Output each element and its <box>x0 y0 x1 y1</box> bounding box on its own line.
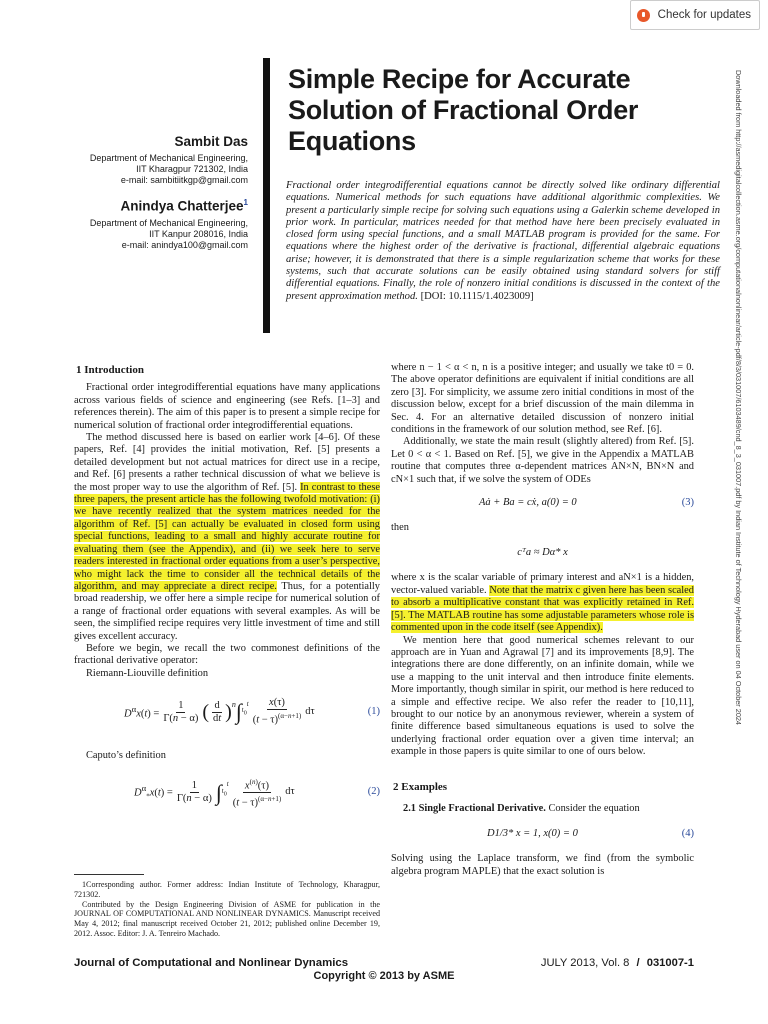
abstract <box>286 180 720 303</box>
doi: [DOI: 10.1115/1.4023009] <box>420 290 534 302</box>
author-dept: Department of Mechanical Engineering, <box>89 217 248 228</box>
paragraph: Additionally, we state the main result (slightly altered) from Ref. [5]. Let 0 < α < 1. Based on Ref. [5], we give in the Appendix a MATLAB routine that computes three α-dependent matrices AN×N, BN×N and cN×1 such that, if we solve the system of ODEs <box>391 436 694 485</box>
subsection: 2.1 Single Fractional Derivative. Consider the equation <box>403 802 640 814</box>
paragraph: where n − 1 < α < n, n is a positive integer; and usually we take t0 = 0. The above operator definitions are equivalent if initial conditions are all zero [3]. For simplicity, we assume zero initial conditions in most of the discussion below, except for a brief discussion of the main dilemma in Sec. 4. For an alternative detailed discussion of nonzero initial conditions in the framework of our solution method, see Ref. [6]. <box>391 362 694 436</box>
right-column <box>391 362 694 878</box>
check-for-updates-button[interactable] <box>630 0 760 30</box>
author-name: Anindya Chatterjee$^1$ <box>120 198 248 214</box>
equation-2: $D^\alpha_*x(t)$ = $\frac{1}{\Gamma(n - \alpha)}$ ∫ $t_0$ $^t$ $\frac{x^{(n)}(\tau)}{(t - \tau)^{(\alpha-n+1)}}$ dτ (2) <box>134 777 380 809</box>
paragraph: Fractional order integrodifferential equations have many applications across various fields of science and engineering (see Refs. [1–3] and references therein). The aim of this paper is to present a simple recipe for numerical solution of fractional order integrodifferential equations. <box>74 382 380 431</box>
author-dept: Department of Mechanical Engineering, <box>89 153 248 163</box>
paper-title: Simple Recipe for Accurate Solution of Fractional Order Equations <box>288 64 639 156</box>
copyright: Copyright © 2013 by ASME <box>313 970 455 982</box>
footnotes <box>74 880 380 939</box>
equation-number: (1) <box>367 705 380 717</box>
journal-name: Journal of Computational and Nonlinear Dynamics <box>74 957 349 969</box>
highlighted-text: In contrast to these three papers, the present article has the following twofold motivation: (i) we have recently realized that the system matrices needed for the algorithm of Ref. [5] can actually be evaluated in closed form using special functions, leading to a small and highly accurate routine for evaluating them (see the Appendix), and (ii) we seek here to serve readers interested in fractional order equations from a user’s perspective, who might lack the time to consider all the technical details of the algorithm, and may appreciate a direct recipe. <box>74 481 380 592</box>
author-email: e-mail: sambitiitkgp@gmail.com <box>120 175 248 185</box>
paragraph: Before we begin, we recall the two commonest definitions of the fractional derivative operator: <box>74 642 380 667</box>
equation-unnumbered: cᵀa ≈ Dα* x <box>517 547 568 559</box>
update-icon <box>637 9 650 22</box>
definition-label: Riemann-Liouville definition <box>86 667 209 679</box>
definition-label: Caputo’s definition <box>86 750 166 762</box>
author-email: e-mail: anindya100@gmail.com <box>121 239 248 250</box>
author-inst: IIT Kharagpur 721302, India <box>136 164 248 174</box>
footnote: Contributed by the Design Engineering Division of ASME for publication in the JOURNAL OF COMPUTATIONAL AND NONLINEAR DYNAMICS. Manuscript received May 4, 2012; final manuscript received October 21, 2012; published online December 19, 2012. Assoc. Editor: J. A. Tenreiro Machado. <box>74 899 380 938</box>
equation-number: (3) <box>681 496 694 508</box>
equation-4: D1/3* x = 1, x(0) = 0 (4) <box>487 828 694 840</box>
equation-number: (4) <box>681 828 694 840</box>
author-block-2 <box>28 198 248 251</box>
footnote: 1Corresponding author. Former address: Indian Institute of Technology, Kharagpur, 721302. <box>74 880 380 899</box>
equation-number: (2) <box>367 786 380 798</box>
author-name: Sambit Das <box>174 134 248 149</box>
paragraph: The method discussed here is based on earlier work [4–6]. Of these papers, Ref. [4] provides the initial motivation, Ref. [5] presents a detailed development but not actual matrices for direct use in a recipe, and Ref. [6] presents a rather technical discussion of what we believe is the most proper way to use the algorithm of Ref. [5]. In contrast to these three papers, the present article has the following twofold motivation: (i) we have recently realized that the system matrices needed for the algorithm of Ref. [5] can actually be evaluated in closed form using special functions, leading to a small and highly accurate routine for evaluating them (see the Appendix), and (ii) we seek here to serve readers interested in fractional order equations from a user’s perspective, who might lack the time to consider all the technical details of the algorithm, and may appreciate a direct recipe. Thus, for a potentially broad readership, we offer here a simple recipe for numerical solution of a range of fractional order equations with several examples. As will be seen, the simplified recipe requires very little investment of time and still gives excellent accuracy. <box>74 432 380 642</box>
paragraph: where x is the scalar variable of primary interest and aN×1 is a hidden, vector-valued variable. Note that the matrix c given here has been scaled to absorb a multiplicative constant that was explicitly retained in Ref. [5]. The MATLAB routine has some adjustable parameters whose role is commented upon in the code itself (see Appendix). <box>391 572 694 634</box>
section-heading: 2 Examples <box>393 780 448 793</box>
left-column <box>74 364 380 813</box>
author-block-1 <box>28 134 248 186</box>
section-heading: 1 Introduction <box>76 364 144 376</box>
highlighted-text: Note that the matrix c given here has been scaled to absorb a multiplicative constant that was explicitly retained in Ref. [5]. The MATLAB routine has some adjustable parameters whose role is commented upon in the code itself (see Appendix). <box>391 584 694 634</box>
check-for-updates-label: Check for updates <box>657 9 751 21</box>
issue-info: JULY 2013, Vol. 8 / 031007-1 <box>540 957 694 969</box>
paragraph: We mention here that good numerical schemes relevant to our approach are in Yuan and Agrawal [7] and its improvements [8,9]. The integrations there are done differently, on an infinite domain, while we use a mapping to the unit interval and then introduce finite elements. More importantly, though similar in spirit, our method is here reduced to a simple and effective recipe. We also refer the reader to [10,11], brought to our notice by an anonymous reviewer, wherein a system of finite difference based simultaneous equations is used to solve the underlying fractional order equation over a given time interval; an example in those papers is quite similar to one of ours below. <box>391 634 694 758</box>
paragraph: Solving using the Laplace transform, we find (from the symbolic algebra program MAPLE) that the exact solution is <box>391 853 694 877</box>
equation-3: Aȧ + Ba = cẋ, a(0) = 0 (3) <box>479 496 694 508</box>
title-divider-bar <box>263 58 270 333</box>
equation-1: $D^\alpha x(t)$ = $\frac{1}{\Gamma(n - \alpha)}$ ( $\frac{d}{dt}$ ) $^n$ ∫ $t_0$ $^t$ $\frac{x(\tau)}{(t - \tau)^{(\alpha-n+1)}}$ dτ (1) <box>124 697 380 726</box>
author-inst: IIT Kanpur 208016, India <box>149 228 248 239</box>
abstract-text: Fractional order integrodifferential equations cannot be directly solved like ordinary differential equations. Numerical methods for such equations have additional algorithmic complexities. We present a particularly simple recipe for solving such equations using a Galerkin scheme developed in prior work. In particular, matrices needed for that method have here been precisely evaluated in closed form using special functions, and a small MATLAB program is provided for the same. For equations where the highest order of the derivative is fractional, differential algebraic equations arise; however, it is demonstrated that there is a simple regularization scheme that works for these systems, such that accurate solutions can be easily obtained using standard solvers for stiff differential equations. Finally, the role of nonzero initial conditions is discussed in the context of the present approximation method. <box>286 180 720 302</box>
download-notice: Downloaded from http://asmedigitalcollection.asme.org/computationalnonlinear/article-pdf/8/3/031007/6103489/cnd_8_3_031007.pdf by Indian Institute of Technology Hyderabad user on 04 October 2024 <box>734 70 743 725</box>
paragraph: then <box>391 522 409 534</box>
footnote-rule <box>74 874 144 875</box>
